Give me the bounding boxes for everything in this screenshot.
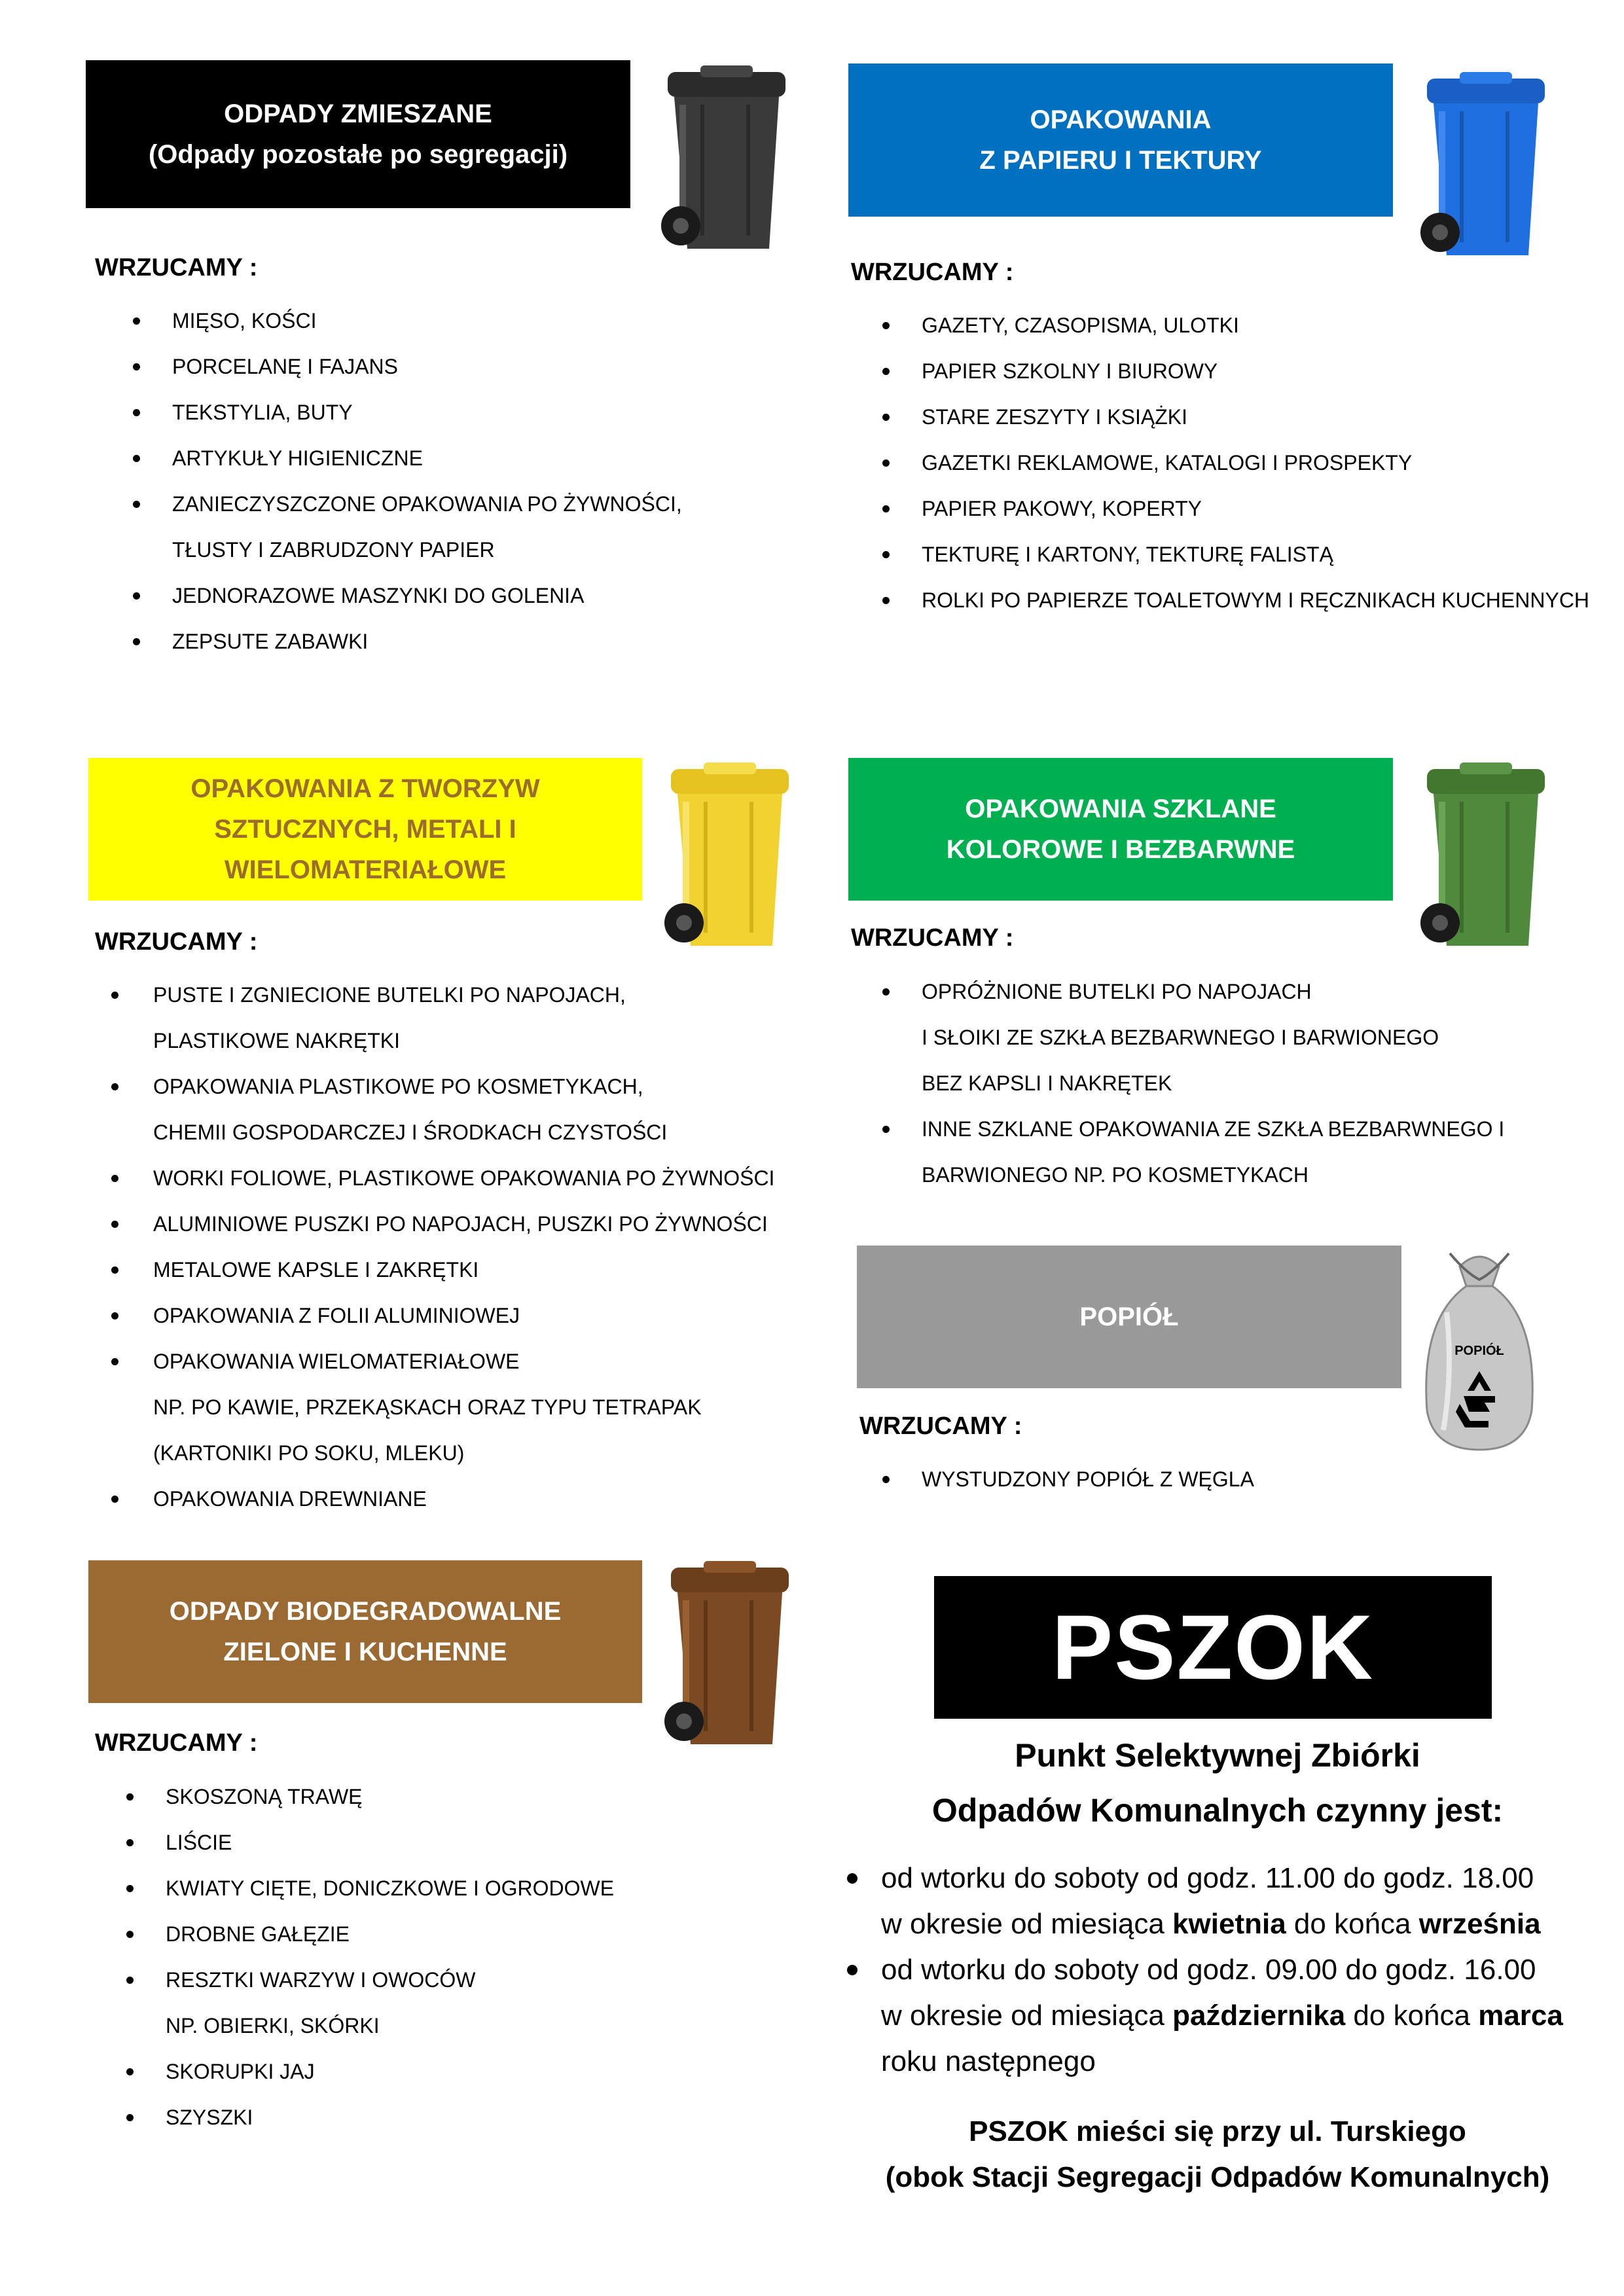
pszok-hours-list xyxy=(844,1856,1610,2085)
pszok-location-line1: PSZOK mieści się przy ul. Turskiego xyxy=(969,2115,1466,2147)
glass-list xyxy=(877,969,1617,1198)
pszok-location-line2: (obok Stacji Segregacji Odpadów Komunalnych) xyxy=(885,2161,1550,2193)
pszok-subtitle-line1: Punkt Selektywnej Zbiórki xyxy=(1015,1737,1420,1774)
ash-list xyxy=(877,1456,1532,1502)
pszok-location xyxy=(864,2109,1571,2200)
black-bin-icon xyxy=(661,65,792,257)
hours-item-winter: od wtorku do soboty od godz. 09.00 do godz. 16.00 w okresie od miesiąca października do końca marca roku następnego xyxy=(844,1947,1610,2085)
bio-banner xyxy=(88,1560,642,1703)
ash-title: POPIÓŁ xyxy=(1079,1302,1179,1331)
list-item: SZYSZKI xyxy=(121,2094,776,2140)
list-item: ALUMINIOWE PUSZKI PO NAPOJACH, PUSZKI PO ŻYWNOŚCI xyxy=(106,1201,846,1247)
plastic-list xyxy=(106,972,846,1522)
list-item: INNE SZKLANE OPAKOWANIA ZE SZKŁA BEZBARWNEGO I BARWIONEGO NP. PO KOSMETYKACH xyxy=(877,1106,1617,1198)
list-item: PAPIER SZKOLNY I BIUROWY xyxy=(877,348,1617,394)
ash-banner xyxy=(857,1246,1401,1388)
list-item: OPAKOWANIA PLASTIKOWE PO KOSMETYKACH, CHEMII GOSPODARCZEJ I ŚRODKACH CZYSTOŚCI xyxy=(106,1064,846,1155)
list-item: OPAKOWANIA WIELOMATERIAŁOWE NP. PO KAWIE, PRZEKĄSKACH ORAZ TYPU TETRAPAK (KARTONIKI PO SOKU, MLEKU) xyxy=(106,1338,846,1476)
pszok-subtitle xyxy=(864,1728,1571,1838)
glass-banner xyxy=(848,758,1393,901)
plastic-title-line3: WIELOMATERIAŁOWE xyxy=(224,855,507,884)
paper-title-line2: Z PAPIERU I TEKTURY xyxy=(979,146,1262,175)
mixed-title-line2: (Odpady pozostałe po segregacji) xyxy=(148,140,568,169)
list-item: OPAKOWANIA DREWNIANE xyxy=(106,1476,846,1522)
list-item: PORCELANĘ I FAJANS xyxy=(128,344,782,389)
list-item: GAZETKI REKLAMOWE, KATALOGI I PROSPEKTY xyxy=(877,440,1617,486)
paper-title-line1: OPAKOWANIA xyxy=(1030,105,1212,134)
glass-title-line1: OPAKOWANIA SZKLANE xyxy=(965,795,1276,823)
list-item: STARE ZESZYTY I KSIĄŻKI xyxy=(877,394,1617,440)
list-item: GAZETY, CZASOPISMA, ULOTKI xyxy=(877,302,1617,348)
list-item: PUSTE I ZGNIECIONE BUTELKI PO NAPOJACH, PLASTIKOWE NAKRĘTKI xyxy=(106,972,846,1064)
plastic-wrzucamy: WRZUCAMY : xyxy=(95,928,258,956)
bio-list xyxy=(121,1774,776,2140)
list-item: RESZTKI WARZYW I OWOCÓW NP. OBIERKI, SKÓRKI xyxy=(121,1957,776,2049)
list-item: MIĘSO, KOŚCI xyxy=(128,298,782,344)
list-item: WYSTUDZONY POPIÓŁ Z WĘGLA xyxy=(877,1456,1532,1502)
plastic-title-line2: SZTUCZNYCH, METALI I xyxy=(214,815,516,844)
list-item: METALOWE KAPSLE I ZAKRĘTKI xyxy=(106,1247,846,1293)
yellow-bin-icon xyxy=(661,762,799,954)
list-item: OPAKOWANIA Z FOLII ALUMINIOWEJ xyxy=(106,1293,846,1338)
bio-title-line1: ODPADY BIODEGRADOWALNE xyxy=(169,1597,562,1626)
plastic-title-line1: OPAKOWANIA Z TWORZYW xyxy=(190,774,540,803)
list-item: ZANIECZYSZCZONE OPAKOWANIA PO ŻYWNOŚCI, TŁUSTY I ZABRUDZONY PAPIER xyxy=(128,481,782,573)
brown-bin-icon xyxy=(661,1561,799,1752)
pszok-title: PSZOK xyxy=(934,1576,1492,1719)
list-item: LIŚCIE xyxy=(121,1820,776,1865)
mixed-banner xyxy=(86,60,630,208)
glass-title-line2: KOLOROWE I BEZBARWNE xyxy=(946,835,1295,864)
list-item: PAPIER PAKOWY, KOPERTY xyxy=(877,486,1617,531)
paper-wrzucamy: WRZUCAMY : xyxy=(851,259,1014,286)
list-item: SKORUPKI JAJ xyxy=(121,2049,776,2094)
list-item: JEDNORAZOWE MASZYNKI DO GOLENIA xyxy=(128,573,782,619)
bio-title-line2: ZIELONE I KUCHENNE xyxy=(223,1638,507,1666)
paper-banner xyxy=(848,63,1393,217)
list-item: TEKSTYLIA, BUTY xyxy=(128,389,782,435)
hours-item-summer: od wtorku do soboty od godz. 11.00 do godz. 18.00 w okresie od miesiąca kwietnia do końca września xyxy=(844,1856,1610,1947)
green-bin-icon xyxy=(1420,762,1551,954)
list-item: TEKTURĘ I KARTONY, TEKTURĘ FALISTĄ xyxy=(877,531,1617,577)
ash-wrzucamy: WRZUCAMY : xyxy=(859,1412,1022,1440)
pszok-subtitle-line2: Odpadów Komunalnych czynny jest: xyxy=(931,1792,1504,1829)
ash-bag-label: POPIÓŁ xyxy=(1454,1344,1504,1358)
list-item: SKOSZONĄ TRAWĘ xyxy=(121,1774,776,1820)
list-item: ROLKI PO PAPIERZE TOALETOWYM I RĘCZNIKACH KUCHENNYCH xyxy=(877,577,1617,623)
plastic-banner xyxy=(88,758,642,901)
mixed-list xyxy=(128,298,782,664)
mixed-title-line1: ODPADY ZMIESZANE xyxy=(224,99,492,128)
list-item: DROBNE GAŁĘZIE xyxy=(121,1911,776,1957)
list-item: ZEPSUTE ZABAWKI xyxy=(128,619,782,664)
blue-bin-icon xyxy=(1420,72,1551,263)
paper-list xyxy=(877,302,1617,623)
mixed-wrzucamy: WRZUCAMY : xyxy=(95,254,258,281)
glass-wrzucamy: WRZUCAMY : xyxy=(851,924,1014,952)
ash-bag-icon xyxy=(1414,1240,1545,1456)
list-item: KWIATY CIĘTE, DONICZKOWE I OGRODOWE xyxy=(121,1865,776,1911)
list-item: ARTYKUŁY HIGIENICZNE xyxy=(128,435,782,481)
bio-wrzucamy: WRZUCAMY : xyxy=(95,1729,258,1757)
list-item: OPRÓŻNIONE BUTELKI PO NAPOJACH I SŁOIKI ZE SZKŁA BEZBARWNEGO I BARWIONEGO BEZ KAPSLI I NAKRĘTEK xyxy=(877,969,1617,1106)
list-item: WORKI FOLIOWE, PLASTIKOWE OPAKOWANIA PO ŻYWNOŚCI xyxy=(106,1155,846,1201)
